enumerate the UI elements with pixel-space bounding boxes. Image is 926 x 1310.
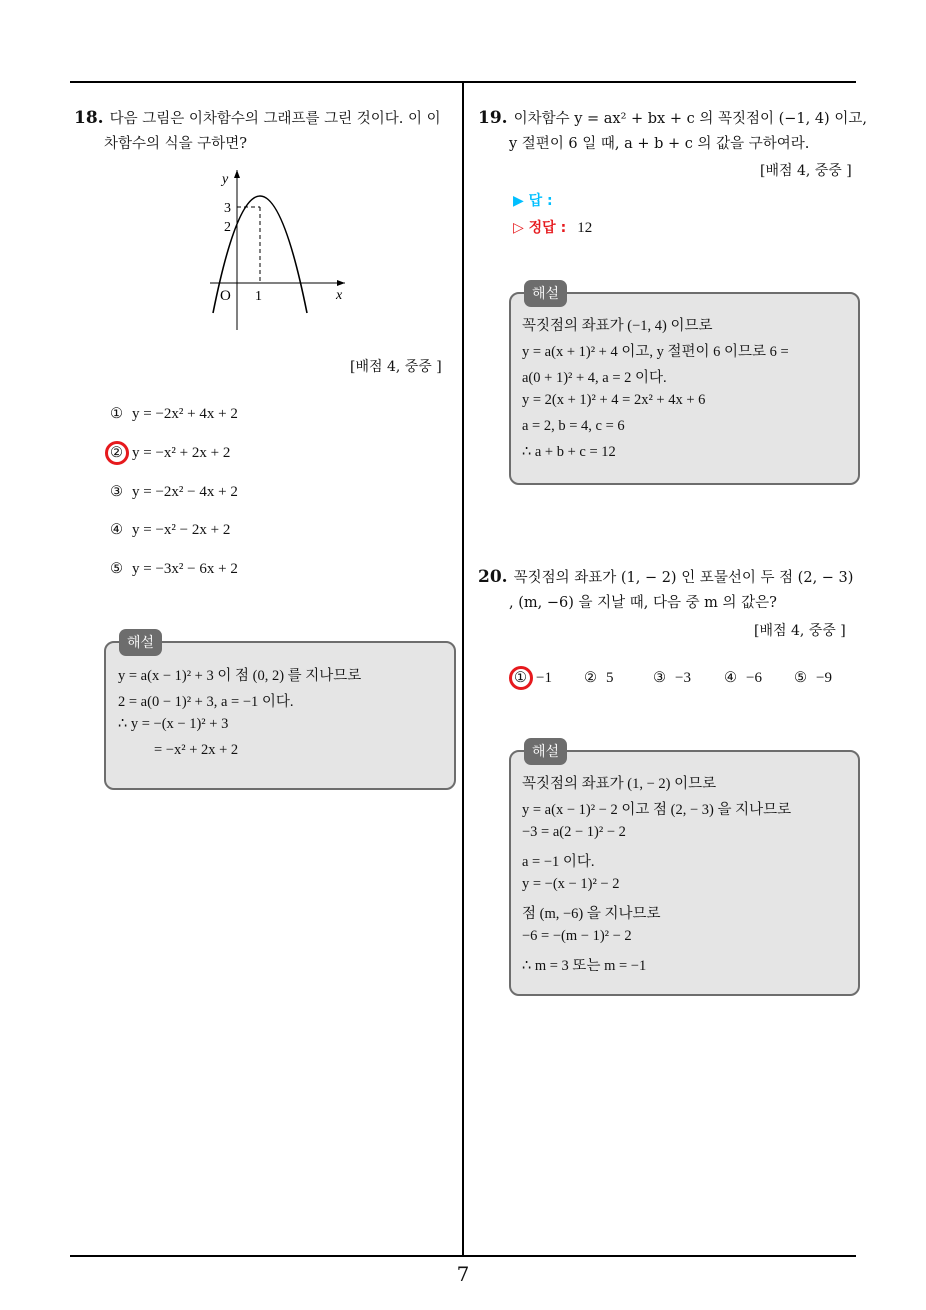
q19-solution-line5: a = 2, b = 4, c = 6 — [522, 418, 625, 434]
answer-circle-mark — [509, 666, 533, 690]
q18-solution-line4: = −x² + 2x + 2 — [154, 742, 239, 758]
q18-solution-line2: 2 = a(0 − 1)² + 3, a = −1 이다. — [118, 694, 294, 710]
q18-solution-tag: 해설 — [119, 629, 162, 656]
q20-line1 — [478, 567, 853, 588]
q19-meta: [배점 4, 중중 ] — [760, 163, 852, 179]
q18-option-4[interactable] — [110, 522, 230, 539]
option-expression: −3 — [675, 670, 691, 686]
y-axis-label: y — [222, 172, 229, 187]
q19-number: 19. — [478, 108, 508, 128]
q20-solution-line6: 점 (m, −6) 을 지나므로 — [522, 906, 661, 922]
bottom-rule — [70, 1255, 856, 1257]
q20-solution-line5: y = −(x − 1)² − 2 — [522, 876, 620, 892]
column-divider — [462, 81, 464, 1256]
option-symbol: ⑤ — [110, 561, 123, 577]
q18-option-1[interactable] — [110, 406, 238, 423]
q18-option-5[interactable] — [110, 561, 238, 578]
option-expression: y = −3x² − 6x + 2 — [132, 561, 238, 577]
q18-solution-line1: y = a(x − 1)² + 3 이 점 (0, 2) 를 지나므로 — [118, 668, 362, 684]
q18-meta: [배점 4, 중중 ] — [350, 359, 442, 375]
option-expression: y = −2x² − 4x + 2 — [132, 484, 238, 500]
option-symbol: ① — [514, 670, 527, 686]
q20-option-5[interactable] — [794, 670, 832, 687]
q20-solution-line2: y = a(x − 1)² − 2 이고 점 (2, − 3) 을 지나므로 — [522, 802, 792, 818]
option-expression: y = −x² + 2x + 2 — [132, 445, 231, 461]
q19-line1 — [478, 108, 867, 129]
option-expression: −9 — [816, 670, 832, 686]
option-expression: y = −x² − 2x + 2 — [132, 522, 231, 538]
option-symbol: ② — [110, 445, 123, 461]
page-number: 7 — [456, 1262, 470, 1286]
q20-solution-line4: a = −1 이다. — [522, 854, 595, 870]
q20-text-line2: , (m, −6) 을 지날 때, 다음 중 m 의 값은? — [509, 595, 777, 611]
q18-text-line2: 차함수의 식을 구하면? — [104, 136, 248, 152]
q19-solution-line2: y = a(x + 1)² + 4 이고, y 절편이 6 이므로 6 = — [522, 344, 789, 360]
q18-number: 18. — [74, 108, 104, 128]
option-expression: −1 — [536, 670, 552, 686]
q20-option-4[interactable] — [724, 670, 762, 687]
option-symbol: ② — [584, 670, 597, 686]
q19-text-line1: 이차함수 y = ax² + bx + c 의 꼭짓점이 (−1, 4) 이고, — [513, 111, 867, 127]
q19-answer-label: ▶ 답 : — [513, 193, 553, 209]
option-symbol: ④ — [110, 522, 123, 538]
q20-solution-line3: −3 = a(2 − 1)² − 2 — [522, 824, 626, 840]
origin-label: O — [220, 288, 231, 304]
option-expression: y = −2x² + 4x + 2 — [132, 406, 238, 422]
q18-option-3[interactable] — [110, 484, 238, 501]
y-axis-arrow — [234, 170, 240, 178]
option-expression: 5 — [606, 670, 614, 686]
q19-solution-line6: ∴ a + b + c = 12 — [522, 444, 616, 460]
option-symbol: ③ — [653, 670, 666, 686]
q19-correct-label: ▷ 정답 : — [513, 220, 567, 236]
q20-option-2[interactable] — [584, 670, 614, 687]
q20-text-line1: 꼭짓점의 좌표가 (1, − 2) 인 포물선이 두 점 (2, − 3) — [513, 570, 854, 586]
q18-line1 — [74, 108, 441, 129]
q19-solution-line1: 꼭짓점의 좌표가 (−1, 4) 이므로 — [522, 318, 713, 334]
option-symbol: ④ — [724, 670, 737, 686]
q19-correct-value: 12 — [577, 220, 593, 236]
q19-solution-line4: y = 2(x + 1)² + 4 = 2x² + 4x + 6 — [522, 392, 706, 408]
q18-parabola-graph — [200, 165, 355, 335]
option-symbol: ⑤ — [794, 670, 807, 686]
q18-text-line1: 다음 그림은 이차함수의 그래프를 그린 것이다. 이 이 — [109, 111, 441, 127]
q19-solution-line3: a(0 + 1)² + 4, a = 2 이다. — [522, 370, 667, 386]
q20-solution-line7: −6 = −(m − 1)² − 2 — [522, 928, 632, 944]
option-expression: −6 — [746, 670, 762, 686]
x-axis-arrow — [337, 280, 345, 286]
tick-x-1: 1 — [255, 289, 262, 304]
q19-solution-tag: 해설 — [524, 280, 567, 307]
tick-y-3: 3 — [224, 201, 231, 216]
q20-meta: [배점 4, 중중 ] — [754, 623, 846, 639]
q19-correct-answer — [513, 217, 592, 237]
q18-solution-line3: ∴ y = −(x − 1)² + 3 — [118, 716, 229, 732]
x-axis-label: x — [336, 288, 343, 303]
option-symbol: ① — [110, 406, 123, 422]
answer-circle-mark — [105, 441, 129, 465]
q20-solution-line8: ∴ m = 3 또는 m = −1 — [522, 958, 647, 974]
option-symbol: ③ — [110, 484, 123, 500]
q20-number: 20. — [478, 567, 508, 587]
q19-text-line2: y 절편이 6 일 때, a + b + c 의 값을 구하여라. — [509, 136, 810, 152]
tick-y-2: 2 — [224, 220, 231, 235]
q20-solution-line1: 꼭짓점의 좌표가 (1, − 2) 이므로 — [522, 776, 717, 792]
q20-option-3[interactable] — [653, 670, 691, 687]
q20-solution-tag: 해설 — [524, 738, 567, 765]
